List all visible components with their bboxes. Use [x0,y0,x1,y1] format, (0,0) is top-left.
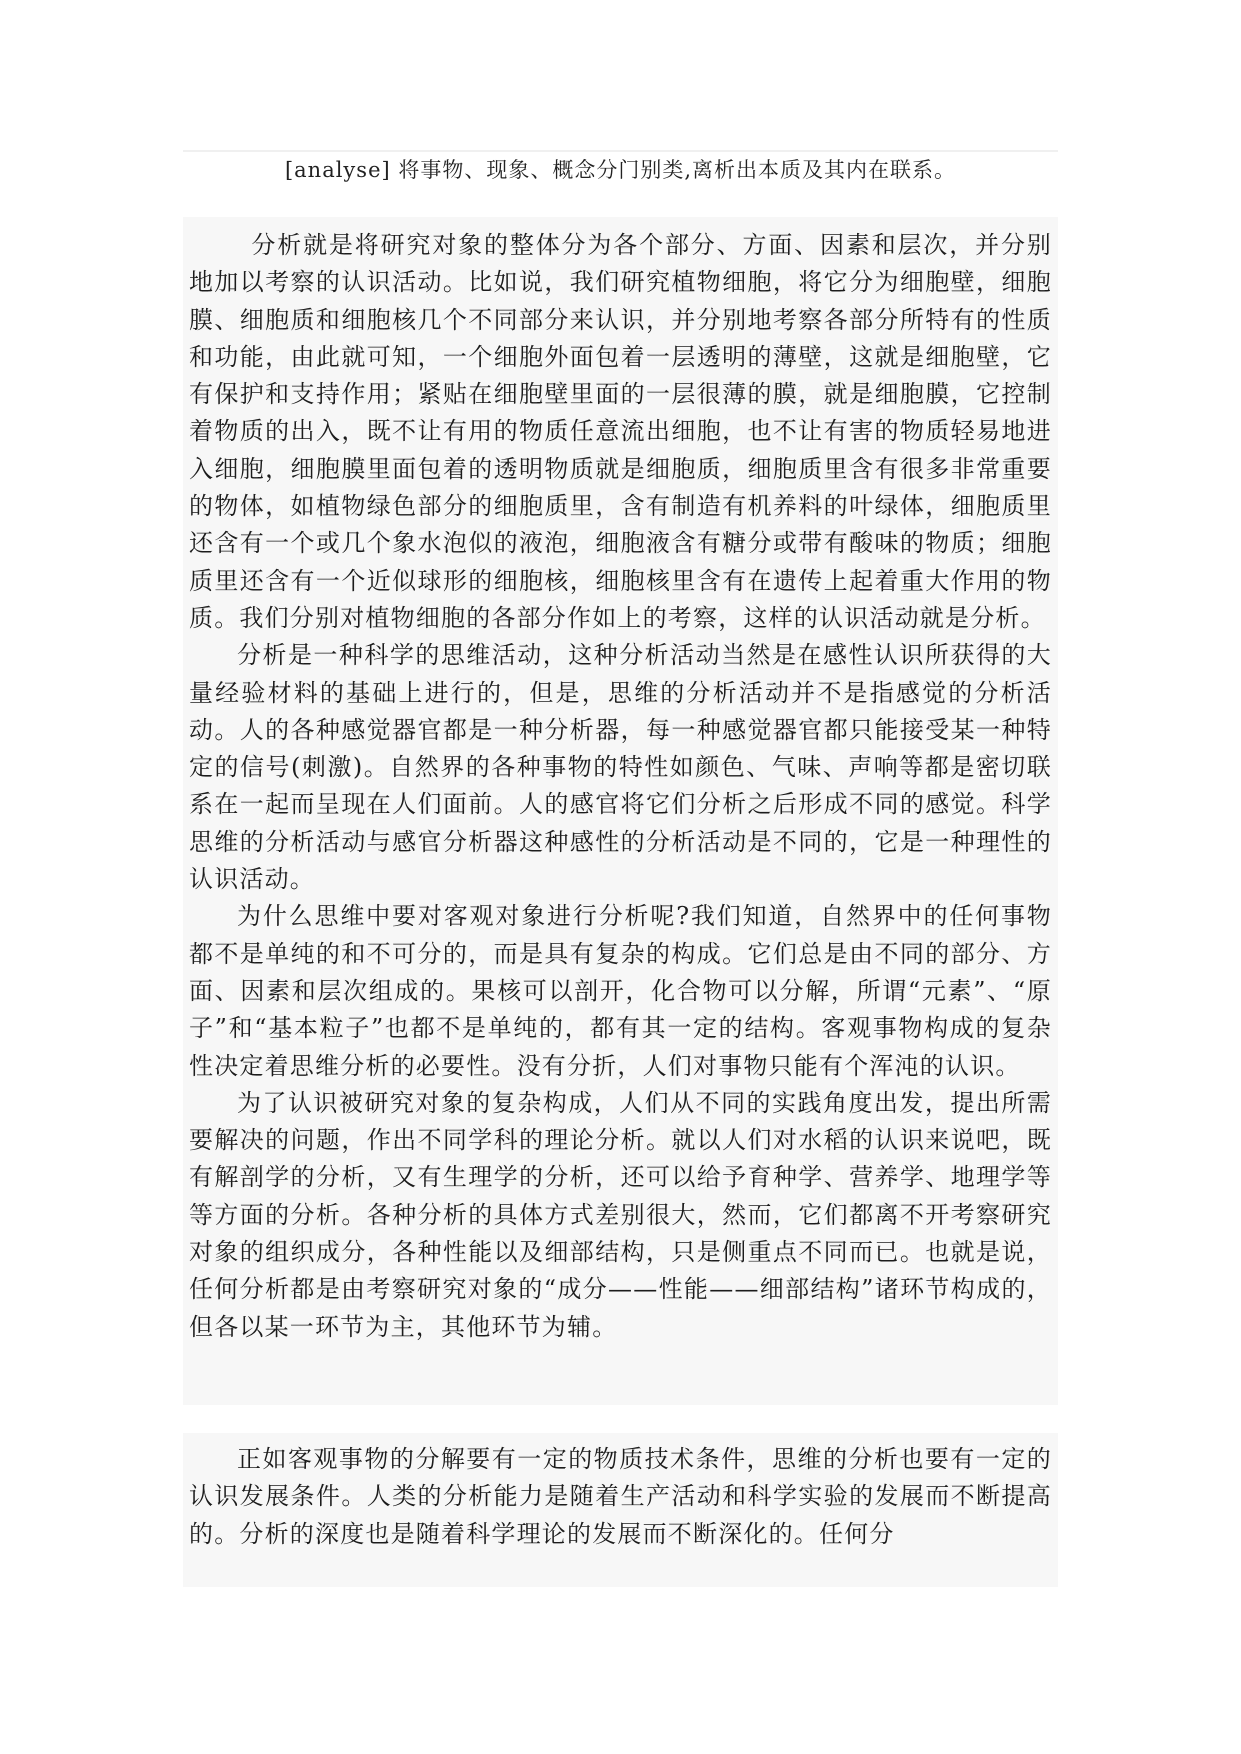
paragraph-4: 为了认识被研究对象的复杂构成，人们从不同的实践角度出发，提出所需要解决的问题，作出不同学科的理论分析。就以人们对水稻的认识来说吧，既有解剖学的分析，又有生理学的分析，还可以给予育种学、营养学、地理学等等方面的分析。各种分析的具体方式差别很大，然而，它们都离不开考察研究对象的组织成分，各种性能以及细部结构，只是侧重点不同而已。也就是说，任何分析都是由考察研究对象的“成分——性能——细部结构”诸环节构成的，但各以某一环节为主，其他环节为辅。 [189,1088,1052,1341]
main-text-block [183,217,1058,1405]
paragraph-3: 为什么思维中要对客观对象进行分析呢?我们知道，自然界中的任何事物都不是单纯的和不可分的，而是具有复杂的构成。它们总是由不同的部分、方面、因素和层次组成的。果核可以剖开，化合物可以分解，所谓“元素”、“原子”和“基本粒子”也都不是单纯的，都有其一定的结构。客观事物构成的复杂性决定着思维分析的必要性。没有分折，人们对事物只能有个浑沌的认识。 [189,902,1052,1080]
paragraph-2: 分析是一种科学的思维活动，这种分析活动当然是在感性认识所获得的大量经验材料的基础上进行的，但是，思维的分析活动并不是指感觉的分析活动。人的各种感觉器官都是一种分析器，每一种感觉器官都只能接受某一种特定的信号(刺激)。自然界的各种事物的特性如颜色、气味、声响等都是密切联系在一起而呈现在人们面前。人的感官将它们分析之后形成不同的感觉。科学思维的分析活动与感官分析器这种感性的分析活动是不同的，它是一种理性的认识活动。 [189,641,1052,894]
secondary-text-block [183,1433,1058,1587]
paragraph-1: 分析就是将研究对象的整体分为各个部分、方面、因素和层次，并分别地加以考察的认识活动。比如说，我们研究植物细胞，将它分为细胞壁，细胞膜、细胞质和细胞核几个不同部分来认识，并分别地考察各部分所特有的性质和功能，由此就可知，一个细胞外面包着一层透明的薄壁，这就是细胞壁，它有保护和支持作用；紧贴在细胞壁里面的一层很薄的膜，就是细胞膜，它控制着物质的出入，既不让有用的物质任意流出细胞，也不让有害的物质轻易地进入细胞，细胞膜里面包着的透明物质就是细胞质，细胞质里含有很多非常重要的物体，如植物绿色部分的细胞质里，含有制造有机养料的叶绿体，细胞质里还含有一个或几个象水泡似的液泡，细胞液含有糖分或带有酸味的物质；细胞质里还含有一个近似球形的细胞核，细胞核里含有在遗传上起着重大作用的物质。我们分别对植物细胞的各部分作如上的考察，这样的认识活动就是分析。 [189,231,1052,632]
definition-line: [analyse] 将事物、现象、概念分门别类,离析出本质及其内在联系。 [284,158,957,182]
paragraph-5: 正如客观事物的分解要有一定的物质技术条件，思维的分析也要有一定的认识发展条件。人类的分析能力是随着生产活动和科学实验的发展而不断提高的。分析的深度也是随着科学理论的发展而不断深化的。任何分 [189,1445,1052,1548]
